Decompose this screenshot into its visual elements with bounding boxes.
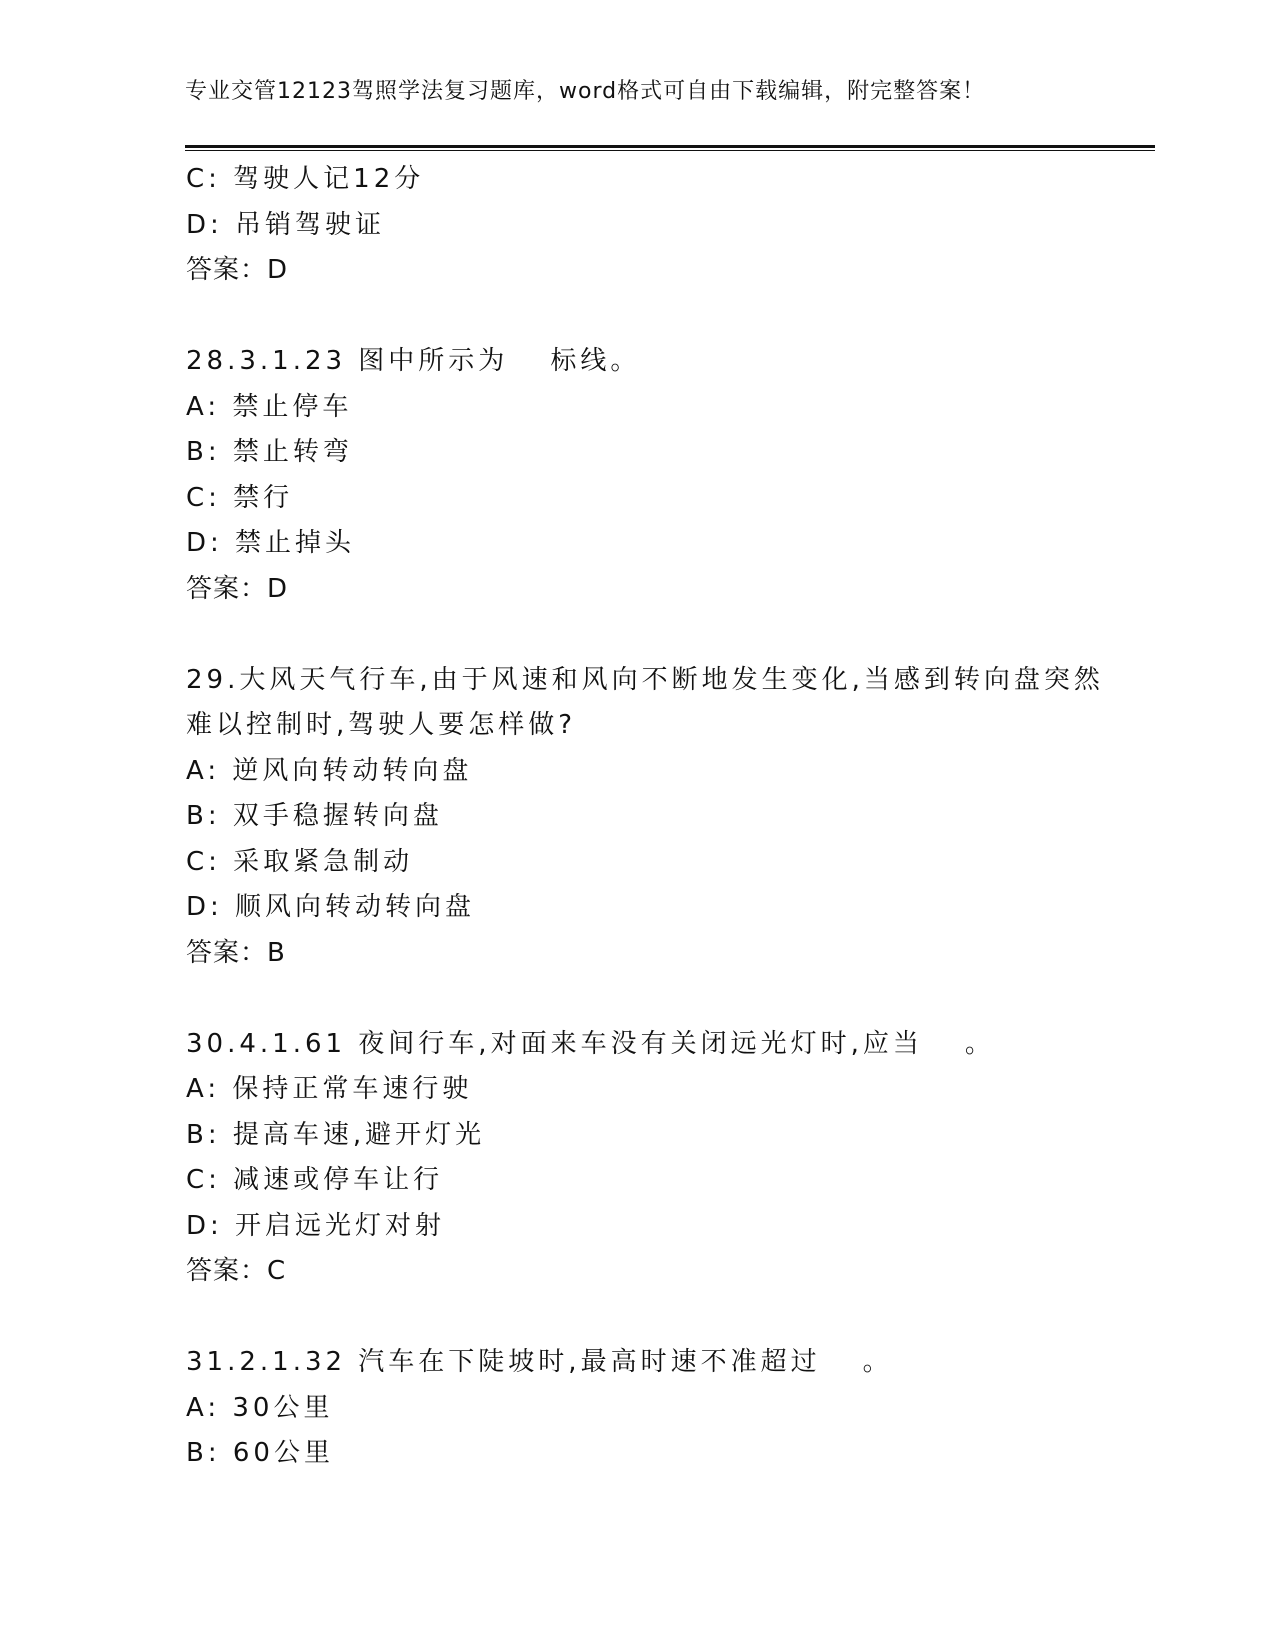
option-c: C: 减速或停车让行	[186, 1165, 444, 1195]
answer: 答案：D	[186, 573, 289, 604]
option-a: A: 逆风向转动转向盘	[186, 755, 473, 786]
answer: 答案：C	[186, 1256, 287, 1286]
answer: 答案：B	[186, 937, 286, 968]
option-b: B: 双手稳握转向盘	[186, 801, 443, 831]
question-text-after: 。	[964, 1028, 995, 1059]
option-c: C: 采取紧急制动	[186, 846, 414, 877]
header-rule-thick	[185, 145, 1155, 148]
option-b: B: 60公里	[186, 1438, 334, 1468]
question-block-27	[186, 157, 1086, 294]
question-content	[186, 157, 1104, 1477]
option-d: D: 顺风向转动转向盘	[186, 892, 476, 922]
question-text	[186, 1022, 1086, 1068]
question-text-line-1: 29.大风天气行车,由于风速和风向不断地发生变化,当感到转向盘突然	[186, 664, 1104, 695]
question-text-before: 28.3.1.23 图中所示为	[186, 346, 509, 376]
option-d: D: 吊销驾驶证	[186, 209, 386, 240]
option-a: A: 30公里	[186, 1392, 334, 1423]
question-text-after: 标线。	[550, 346, 641, 376]
option-d: D: 开启远光灯对射	[186, 1210, 446, 1241]
question-text-after: 。	[862, 1347, 893, 1377]
question-text-line-2: 难以控制时,驾驶人要怎样做?	[186, 710, 577, 740]
question-text-before: 30.4.1.61 夜间行车,对面来车没有关闭远光灯时,应当	[186, 1028, 923, 1059]
question-text-before: 31.2.1.32 汽车在下陡坡时,最高时速不准超过	[186, 1347, 821, 1377]
question-block-31	[186, 1340, 1086, 1477]
question-block-30	[186, 1022, 1086, 1295]
option-c: C: 驾驶人记12分	[186, 164, 425, 194]
option-b: B: 禁止转弯	[186, 437, 353, 467]
question-text	[186, 1340, 1086, 1386]
question-block-28	[186, 339, 1086, 612]
option-a: A: 禁止停车	[186, 391, 353, 422]
header-rule-thin	[185, 150, 1155, 151]
option-a: A: 保持正常车速行驶	[186, 1074, 473, 1104]
question-block-29	[186, 658, 1104, 977]
question-text	[186, 339, 1086, 385]
answer: 答案：D	[186, 255, 289, 285]
page-header: 专业交管12123驾照学法复习题库，word格式可自由下载编辑，附完整答案！	[185, 79, 986, 104]
option-d: D: 禁止掉头	[186, 528, 356, 558]
option-c: C: 禁行	[186, 482, 294, 513]
option-b: B: 提高车速,避开灯光	[186, 1119, 486, 1150]
